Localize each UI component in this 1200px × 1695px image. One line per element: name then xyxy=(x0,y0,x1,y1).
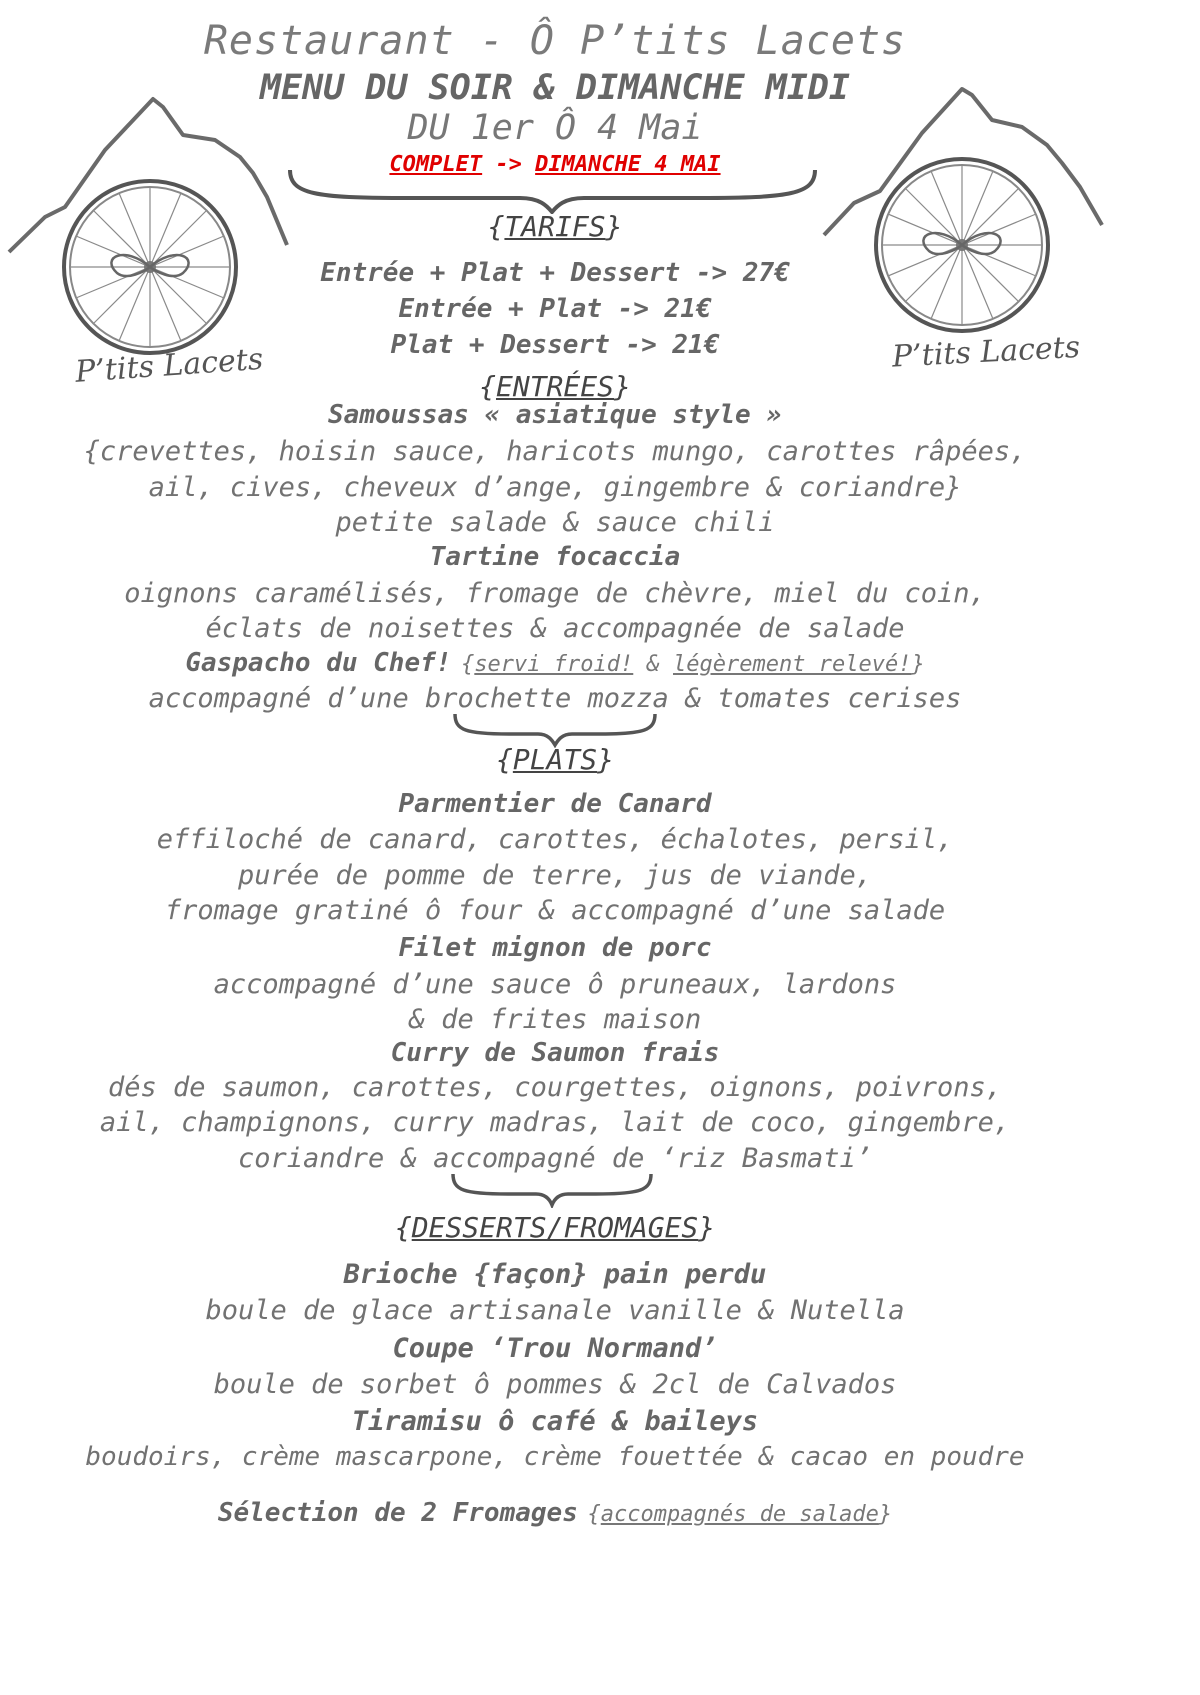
dish-description: & de frites maison xyxy=(408,1004,702,1035)
entrees-heading-text: ENTRÉES xyxy=(495,370,614,403)
complet-label: COMPLET xyxy=(389,152,483,177)
dish-description: boudoirs, crème mascarpone, crème fouettée & cacao en poudre xyxy=(85,1442,1025,1472)
desserts-heading-text: DESSERTS/FROMAGES xyxy=(411,1211,699,1244)
section-plats-heading: {PLATS} xyxy=(495,743,614,776)
cheese-line xyxy=(0,1498,1110,1528)
dish-description: boule de sorbet ô pommes & 2cl de Calvados xyxy=(213,1369,897,1400)
date-range: DU 1er Ô 4 Mai xyxy=(407,108,703,148)
dish-name: Coupe ‘Trou Normand’ xyxy=(392,1333,718,1364)
dish-note: {accompagnés de salade} xyxy=(587,1502,893,1527)
dish-name: Gaspacho du Chef! xyxy=(185,648,452,678)
tarif-line: Entrée + Plat + Dessert -> 27€ xyxy=(320,258,790,288)
section-entrees-heading: {ENTRÉES} xyxy=(479,370,631,403)
dish-description: oignons caramélisés, fromage de chèvre, miel du coin, xyxy=(124,578,986,609)
brace: { xyxy=(461,652,475,677)
dish-name: Samoussas « asiatique style » xyxy=(328,400,782,430)
menu-subtitle: MENU DU SOIR & DIMANCHE MIDI xyxy=(259,68,850,108)
note-joiner: & xyxy=(633,652,674,677)
complet-date: DIMANCHE 4 MAI xyxy=(535,152,721,177)
page-title: Restaurant - Ô P’tits Lacets xyxy=(203,18,907,64)
dish-description: accompagné d’une sauce ô pruneaux, lardons xyxy=(213,969,897,1000)
note-served-cold: servi froid! xyxy=(474,652,634,677)
dish-name: Curry de Saumon frais xyxy=(390,1038,720,1068)
logo-wordmark-right: P’tits Lacets xyxy=(891,329,1081,375)
dish-name: Tartine focaccia xyxy=(429,542,681,572)
logo-wordmark-left: P’tits Lacets xyxy=(74,341,265,390)
dish-note xyxy=(461,652,925,677)
brace-divider xyxy=(450,1172,655,1208)
dish-description: effiloché de canard, carottes, échalotes, persil, xyxy=(156,824,954,855)
plats-heading-text: PLATS xyxy=(512,743,598,776)
note-with-salad: accompagnés de salade xyxy=(600,1502,879,1527)
tarif-line: Plat + Dessert -> 21€ xyxy=(390,330,720,360)
complet-arrow: -> xyxy=(482,152,536,177)
dish-description: coriandre & accompagné de ‘riz Basmati’ xyxy=(238,1143,872,1174)
dish-name: Parmentier de Canard xyxy=(398,789,712,819)
dish-description: fromage gratiné ô four & accompagné d’une salade xyxy=(164,895,946,926)
dish-description: accompagné d’une brochette mozza & tomates cerises xyxy=(148,683,962,714)
dish-description: {crevettes, hoisin sauce, haricots mungo, carottes râpées, xyxy=(83,436,1027,467)
dish-description: ail, champignons, curry madras, lait de coco, gingembre, xyxy=(99,1107,1011,1138)
menu-dates xyxy=(0,108,1110,148)
dish-name: Tiramisu ô café & baileys xyxy=(351,1406,759,1437)
tarif-line: Entrée + Plat -> 21€ xyxy=(398,294,712,324)
dish-description: dés de saumon, carottes, courgettes, oignons, poivrons, xyxy=(107,1072,1003,1103)
top-brace-divider xyxy=(285,166,820,214)
dish-description: éclats de noisettes & accompagnée de salade xyxy=(205,613,905,644)
section-tarifs-heading: {TARIFS} xyxy=(487,210,623,243)
dish-description: purée de pomme de terre, jus de viande, xyxy=(238,860,872,891)
tarifs-heading-text: TARIFS xyxy=(504,210,606,243)
dish-description: boule de glace artisanale vanille & Nutella xyxy=(205,1295,905,1326)
dish-description: ail, cives, cheveux d’ange, gingembre & coriandre} xyxy=(148,472,962,503)
dish-name: Sélection de 2 Fromages xyxy=(217,1498,578,1528)
dish-name: Brioche {façon} pain perdu xyxy=(343,1259,767,1290)
brace: } xyxy=(911,652,925,677)
dish-name: Filet mignon de porc xyxy=(398,933,712,963)
note-spicy: légèrement relevé! xyxy=(673,652,912,677)
section-desserts-heading: {DESSERTS/FROMAGES} xyxy=(394,1211,716,1244)
dish-description: petite salade & sauce chili xyxy=(335,507,775,538)
dish-line-gaspacho xyxy=(0,648,1110,678)
